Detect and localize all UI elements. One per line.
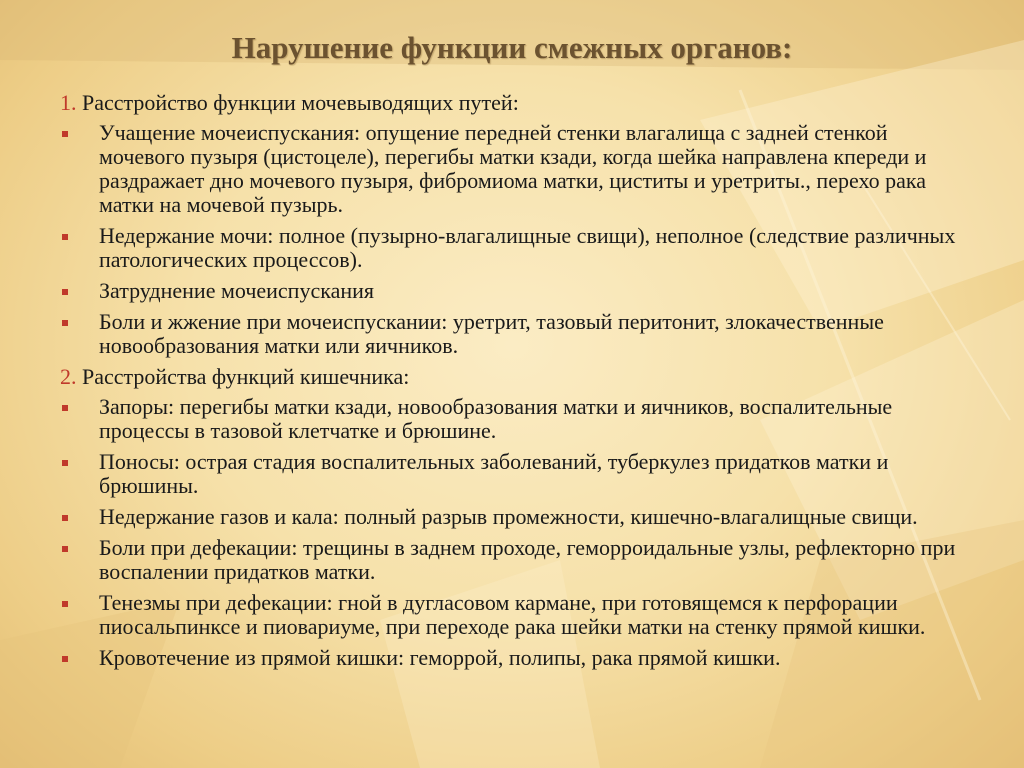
list-item	[60, 536, 960, 584]
list-item-text: Недержание газов и кала: полный разрыв промежности, кишечно-влагалищные свищи.	[99, 504, 918, 529]
section-heading-2	[60, 365, 960, 389]
list-item	[60, 646, 960, 670]
bullet-icon	[62, 460, 68, 466]
section-number: 2.	[60, 364, 77, 389]
list-item	[60, 121, 960, 217]
bullet-icon	[62, 515, 68, 521]
bullet-icon	[62, 289, 68, 295]
list-item	[60, 395, 960, 443]
list-item	[60, 310, 960, 358]
section-heading-text: Расстройство функции мочевыводящих путей:	[82, 90, 519, 115]
bullet-icon	[62, 234, 68, 240]
list-item-text: Запоры: перегибы матки кзади, новообразования матки и яичников, воспалительные процессы в тазовой клетчатке и брюшине.	[99, 394, 893, 443]
bullet-icon	[62, 405, 68, 411]
bullet-icon	[62, 656, 68, 662]
content	[60, 89, 960, 677]
list-item-text: Боли и жжение при мочеиспускании: уретрит, тазовый перитонит, злокачественные новообразования матки или яичников.	[99, 309, 884, 358]
list-item-text: Кровотечение из прямой кишки: геморрой, полипы, рака прямой кишки.	[99, 645, 781, 670]
bullet-icon	[62, 131, 68, 137]
list-item	[60, 450, 960, 498]
bullet-icon	[62, 601, 68, 607]
list-item	[60, 224, 960, 272]
section-heading-text: Расстройства функций кишечника:	[82, 364, 410, 389]
list-item-text: Учащение мочеиспускания: опущение передней стенки влагалища с задней стенкой мочевого пузыря (цистоцеле), перегибы матки кзади, когда шейка направлена кпереди и раздражает дно мочевого пузыря, фибромиома матки, циститы и уретриты., перехо рака матки на мочевой пузырь.	[99, 120, 927, 217]
section-heading-1	[60, 91, 960, 115]
list-item-text: Боли при дефекации: трещины в заднем проходе, геморроидальные узлы, рефлекторно при воспалении придатков матки.	[99, 535, 956, 584]
list-item-text: Тенезмы при дефекации: гной в дугласовом кармане, при готовящемся к перфорации пиосальпинксе и пиовариуме, при переходе рака шейки матки на стенку прямой кишки.	[99, 590, 926, 639]
list-item	[60, 505, 960, 529]
list-item-text: Поносы: острая стадия воспалительных заболеваний, туберкулез придатков матки и брюшины.	[99, 449, 889, 498]
list-item-text: Затруднение мочеиспускания	[99, 278, 375, 303]
list-item	[60, 591, 960, 639]
section-number: 1.	[60, 90, 77, 115]
slide-title: Нарушение функции смежных органов:	[231, 30, 793, 65]
bullet-icon	[62, 320, 68, 326]
list-item-text: Недержание мочи: полное (пузырно-влагалищные свищи), неполное (следствие различных патологических процессов).	[99, 223, 956, 272]
bullet-icon	[62, 546, 68, 552]
list-item	[60, 279, 960, 303]
